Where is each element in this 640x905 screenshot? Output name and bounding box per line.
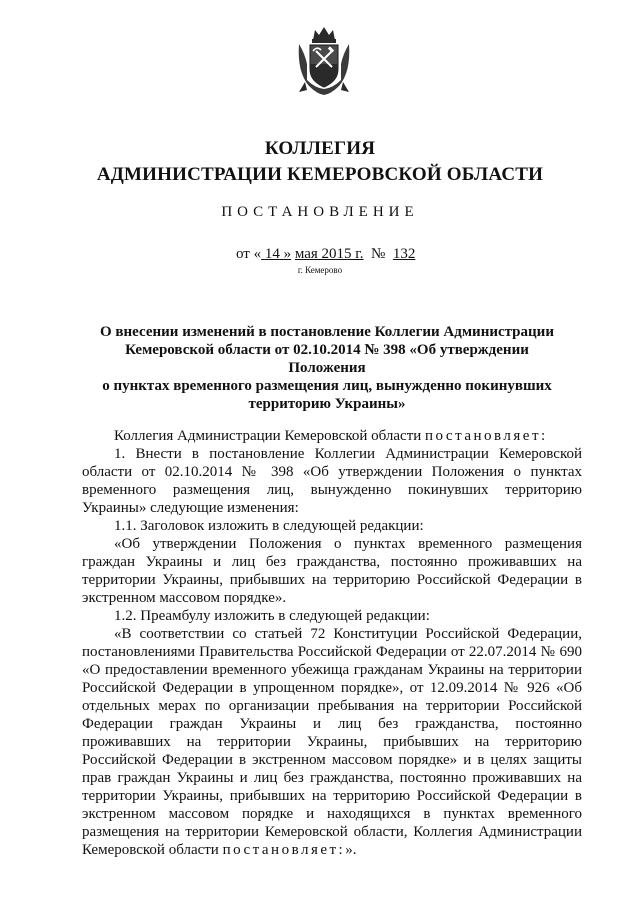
subject-line: О внесении изменений в постановление Коллегии Администрации xyxy=(100,324,554,340)
document-number: 132 xyxy=(392,246,416,262)
decree-word: постановляет: xyxy=(222,842,346,858)
city-label: г. Кемерово xyxy=(297,265,343,275)
date-day-close: » xyxy=(283,246,292,262)
kemerovo-coat-of-arms-icon xyxy=(295,24,353,96)
date-prefix: от « xyxy=(236,246,262,262)
subject-line: территорию Украины» xyxy=(248,396,406,412)
org-name-line2: АДМИНИСТРАЦИИ КЕМЕРОВСКОЙ ОБЛАСТИ xyxy=(96,164,544,185)
subject-line: о пунктах временного размещения лиц, вынужденно покинувших xyxy=(102,378,552,394)
subject-line: Кемеровской области от 02.10.2014 № 398 «Об утверждении Положения xyxy=(125,342,529,376)
paragraph-1: 1. Внести в постановление Коллегии Администрации Кемеровской области от 02.10.2014 № 398 «Об утверждении Положения о пунктах временного размещения лиц, вынужденно покинувших территорию Украины» следующие изменения: xyxy=(82,446,582,516)
paragraph-1-2: 1.2. Преамбулу изложить в следующей редакции: xyxy=(114,608,430,624)
document-type-title: ПОСТАНОВЛЕНИЕ xyxy=(221,204,419,220)
document-subject xyxy=(92,323,562,413)
org-name-line1: КОЛЛЕГИЯ xyxy=(264,138,376,159)
document-date-number xyxy=(236,246,415,263)
paragraph-1-1-quote: «Об утверждении Положения о пунктах временного размещения граждан Украины и лиц без гражданства, постоянно проживавших на территории Украины, прибывших на территорию Российской Федерации в экстренном массовом порядке». xyxy=(82,536,582,606)
intro-paragraph: Коллегия Администрации Кемеровской области постановляет: xyxy=(114,428,548,444)
number-sign: № xyxy=(371,246,386,262)
date-month-year: мая 2015 г. xyxy=(294,246,364,262)
decree-word: постановляет: xyxy=(425,428,548,444)
document-body xyxy=(82,427,582,859)
paragraph-1-1: 1.1. Заголовок изложить в следующей редакции: xyxy=(114,518,424,534)
paragraph-1-2-quote: «В соответствии со статьей 72 Конституции Российской Федерации, постановлениями Правительства Российской Федерации от 22.07.2014 № 690 «О предоставлении временного убежища гражданам Украины на территории Российской Федерации в упрощенном порядке», от 12.09.2014 № 926 «Об отдельных мерах по организации пребывания на территории Российской Федерации граждан Украины и лиц без гражданства, постоянно проживавших на территории Украины, прибывших на территорию Российской Федерации в экстренном массовом порядке» и в целях защиты прав граждан Украины и лиц без гражданства, постоянно проживавших на территории Украины, прибывших на территорию Российской Федерации в экстренном массовом порядке и находящихся в пунктах временного размещения на территории Кемеровской области, Коллегия Администрации Кемеровской области постановляет:». xyxy=(82,626,582,858)
date-day: 14 xyxy=(264,246,280,262)
